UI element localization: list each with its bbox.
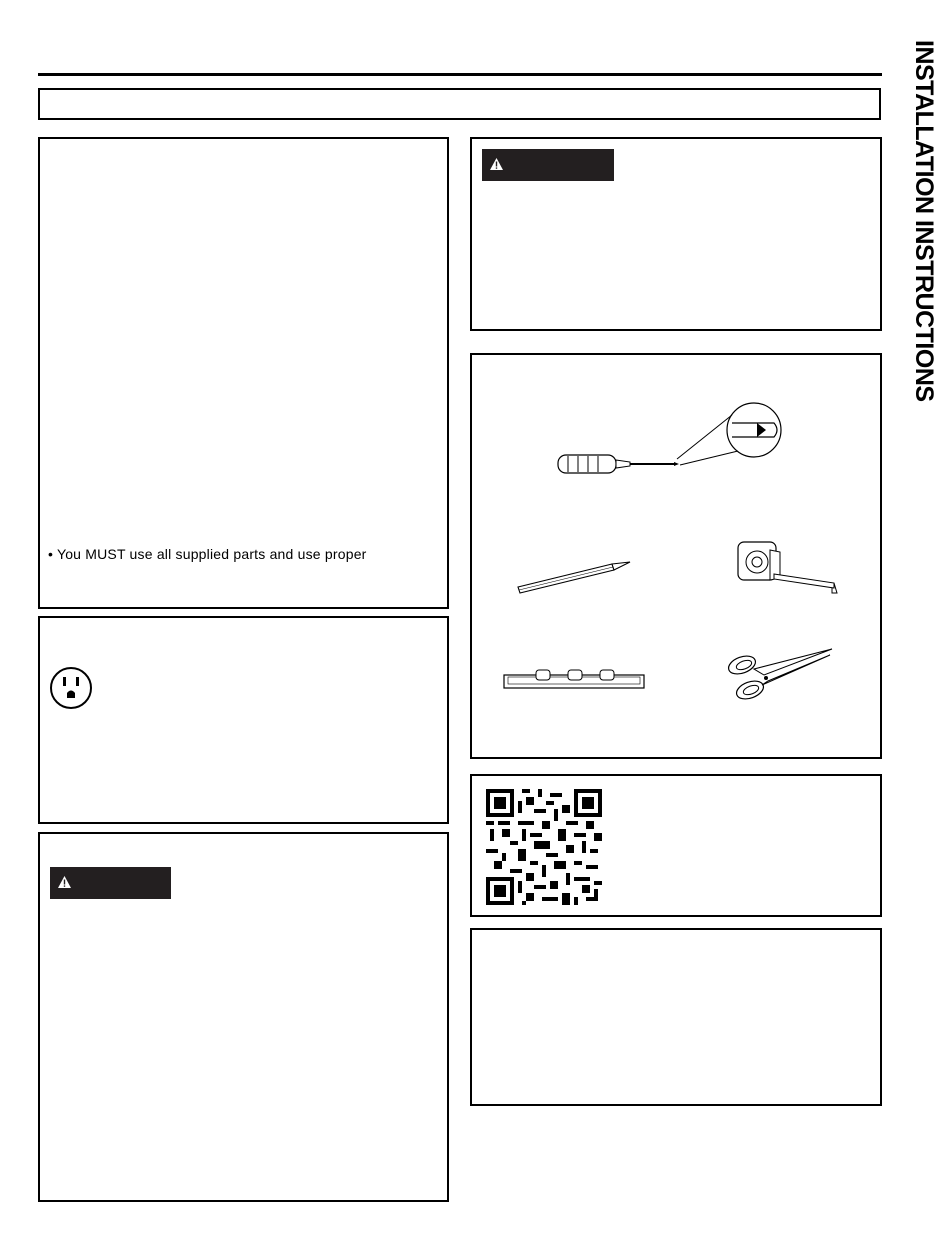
warning-label [482, 149, 614, 181]
side-title-text: INSTALLATION INSTRUCTIONS [910, 40, 938, 402]
warning-icon [58, 876, 71, 888]
phillips-screwdriver-icon [552, 385, 782, 480]
warning-box-right [470, 137, 882, 331]
level-icon [502, 665, 647, 693]
qr-box [470, 774, 882, 917]
requirements-box [38, 137, 449, 609]
warning-box-left [38, 832, 449, 1202]
grounded-outlet-icon [48, 665, 94, 711]
supplied-parts-bullet: • You MUST use all supplied parts and use proper [48, 546, 367, 562]
top-rule [38, 73, 882, 76]
section-header-bar [38, 88, 881, 120]
side-title [908, 40, 938, 520]
warning-icon [490, 158, 503, 170]
electrical-box [38, 616, 449, 824]
notes-box [470, 928, 882, 1106]
scissors-icon [724, 645, 839, 705]
qr-code-icon[interactable] [486, 789, 602, 905]
tape-measure-icon [734, 538, 844, 598]
warning-label [50, 867, 171, 899]
tools-box [470, 353, 882, 759]
pencil-icon [514, 555, 634, 595]
